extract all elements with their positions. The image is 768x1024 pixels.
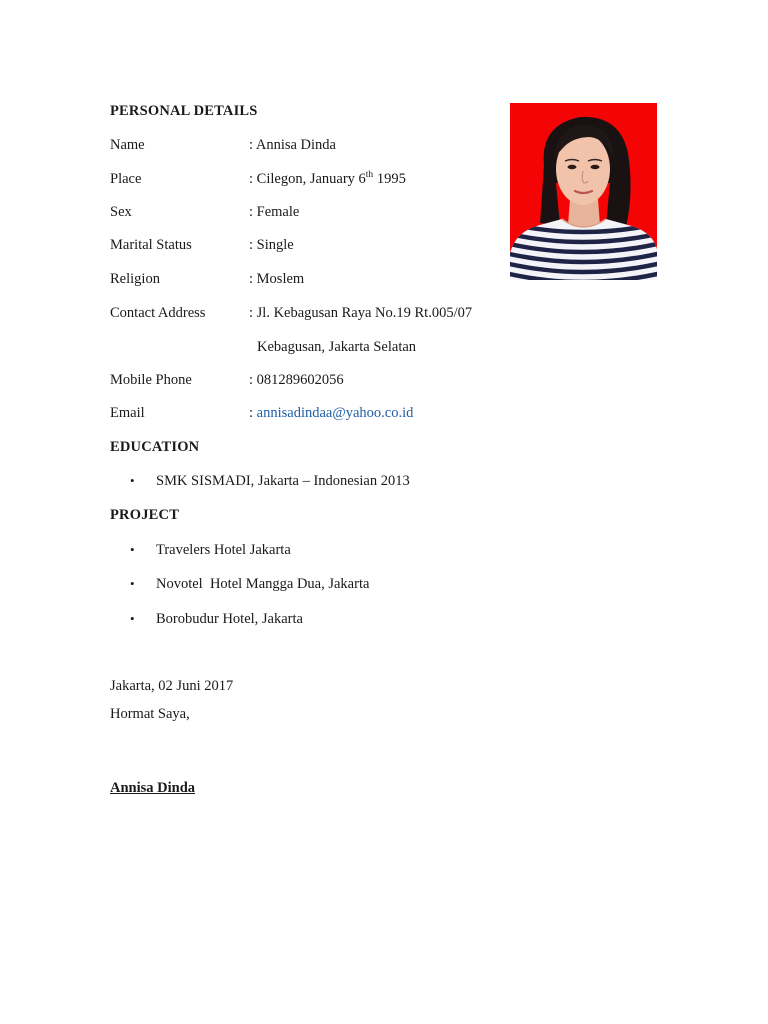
salutation: Hormat Saya, — [110, 706, 190, 722]
project-item-text: Borobudur Hotel, Jakarta — [156, 611, 303, 627]
contact-address-label: Contact Address — [110, 305, 206, 321]
project-heading: PROJECT — [110, 507, 180, 523]
email-colon: : — [249, 405, 257, 421]
religion-value: : Moslem — [249, 271, 305, 287]
personal-details-heading: PERSONAL DETAILS — [110, 103, 258, 119]
name-value: : Annisa Dinda — [249, 137, 336, 153]
contact-address-value-line2: Kebagusan, Jakarta Selatan — [257, 339, 417, 355]
contact-address-row — [110, 305, 472, 322]
mobile-phone-label: Mobile Phone — [110, 372, 192, 388]
project-item — [130, 611, 303, 628]
place-value-year: 1995 — [373, 171, 406, 187]
profile-photo-illustration — [510, 103, 657, 280]
project-item-text: Travelers Hotel Jakarta — [156, 542, 291, 558]
project-item — [130, 542, 291, 559]
mobile-phone-value: : 081289602056 — [249, 372, 344, 388]
religion-row — [110, 271, 304, 288]
place-value — [249, 171, 406, 188]
email-link[interactable]: annisadindaa@yahoo.co.id — [256, 405, 414, 421]
email-row — [110, 405, 413, 422]
place-row — [110, 171, 406, 188]
bullet-icon: • — [130, 473, 135, 488]
place-value-date: : Cilegon, January 6 — [249, 171, 366, 187]
marital-status-row — [110, 237, 294, 254]
contact-address-value-line1: : Jl. Kebagusan Raya No.19 Rt.005/07 — [249, 305, 473, 321]
project-item-text: Novotel Hotel Mangga Dua, Jakarta — [156, 576, 370, 592]
signature-name: Annisa Dinda — [110, 780, 196, 796]
religion-label: Religion — [110, 271, 160, 287]
place-label: Place — [110, 171, 142, 187]
education-item — [130, 473, 410, 490]
place-date: Jakarta, 02 Juni 2017 — [110, 678, 234, 694]
name-row — [110, 137, 336, 154]
education-heading: EDUCATION — [110, 439, 200, 455]
name-label: Name — [110, 137, 145, 153]
email-value — [249, 405, 413, 422]
project-item — [130, 576, 369, 593]
mobile-phone-row — [110, 372, 344, 389]
marital-status-label: Marital Status — [110, 237, 192, 253]
bullet-icon: • — [130, 576, 135, 591]
profile-photo — [510, 103, 657, 280]
bullet-icon: • — [130, 542, 135, 557]
marital-status-value: : Single — [249, 237, 294, 253]
place-value-ordinal: th — [365, 170, 374, 180]
bullet-icon: • — [130, 611, 135, 626]
education-item-text: SMK SISMADI, Jakarta – Indonesian 2013 — [156, 473, 410, 489]
sex-value: : Female — [249, 204, 300, 220]
email-label: Email — [110, 405, 145, 421]
sex-label: Sex — [110, 204, 132, 220]
sex-row — [110, 204, 299, 221]
